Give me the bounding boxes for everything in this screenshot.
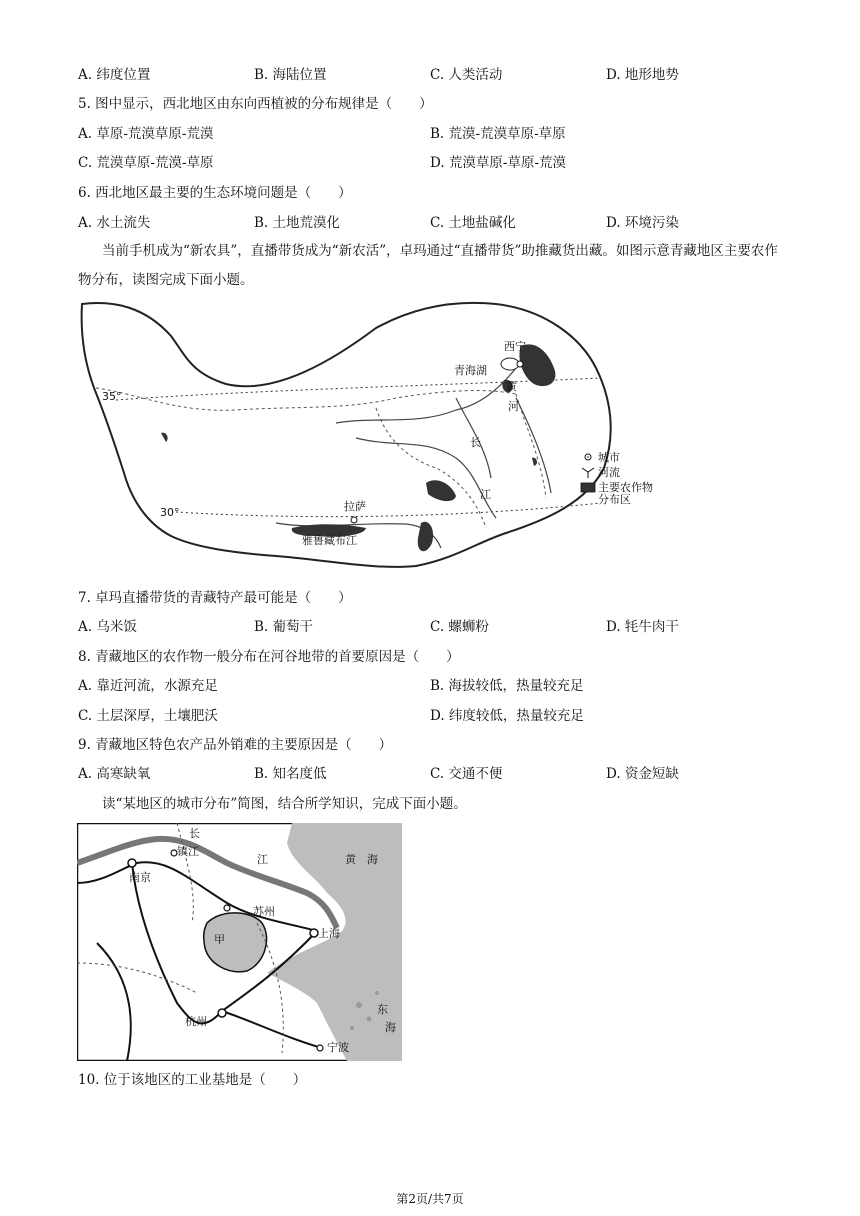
label-huanghai: 黄 海 xyxy=(345,853,378,866)
q9-option-a: A. 高寒缺氧 xyxy=(78,766,151,782)
q4-option-a: A. 纬度位置 xyxy=(78,67,151,83)
intro-paragraph-cities: 读“某地区的城市分布”简图，结合所学知识，完成下面小题。 xyxy=(102,796,467,812)
label-xining: 西宁 xyxy=(504,340,526,353)
label-dong: 东 xyxy=(377,1003,388,1016)
label-he: 河 xyxy=(508,400,519,413)
q4-option-c: C. 人类活动 xyxy=(430,67,503,83)
q5-option-d: D. 荒漠草原-草原-荒漠 xyxy=(430,155,567,171)
q8-option-b: B. 海拔较低，热量较充足 xyxy=(430,678,584,694)
q5-option-c: C. 荒漠草原-荒漠-草原 xyxy=(78,155,214,171)
q5-stem: 5. 图中显示，西北地区由东向西植被的分布规律是（ ） xyxy=(78,96,433,112)
q7-option-c: C. 螺蛳粉 xyxy=(430,619,489,635)
label-lat-35: 35° xyxy=(102,390,122,403)
label-lat-30: 30° xyxy=(160,506,180,519)
legend-crop-label-2: 分布区 xyxy=(598,493,631,506)
legend-city-label: 城市 xyxy=(598,451,620,464)
q7-option-d: D. 牦牛肉干 xyxy=(606,619,679,635)
page-number: 第2页/共7页 xyxy=(396,1192,464,1206)
label-lhasa: 拉萨 xyxy=(344,500,366,513)
label-yarlung: 雅鲁藏布江 xyxy=(302,534,357,547)
label-chang: 长 xyxy=(470,436,481,449)
label-qinghai-lake: 青海湖 xyxy=(454,364,487,377)
q6-option-a: A. 水土流失 xyxy=(78,215,151,231)
q7-stem: 7. 卓玛直播带货的青藏特产最可能是（ ） xyxy=(78,590,352,606)
q8-option-d: D. 纬度较低，热量较充足 xyxy=(430,708,584,724)
q6-option-c: C. 土地盐碱化 xyxy=(430,215,516,231)
label-hai: 海 xyxy=(385,1021,396,1034)
city-distribution-map xyxy=(77,823,402,1061)
label-nanjing: 南京 xyxy=(129,871,151,884)
q6-stem: 6. 西北地区最主要的生态环境问题是（ ） xyxy=(78,185,352,201)
label-jiang: 江 xyxy=(480,488,491,501)
label-huang: 黄 xyxy=(506,380,517,393)
q7-option-a: A. 乌米饭 xyxy=(78,619,137,635)
q9-option-b: B. 知名度低 xyxy=(254,766,327,782)
label-suzhou: 苏州 xyxy=(253,905,275,918)
legend-crop-label-1: 主要农作物 xyxy=(598,481,653,494)
intro-paragraph-tibet: 当前手机成为“新农具”，直播带货成为“新农活”，卓玛通过“直播带货”助推藏货出藏。如图示意青藏地区主要农作物分布，读图完成下面小题。 xyxy=(78,243,778,288)
q8-option-c: C. 土层深厚，土壤肥沃 xyxy=(78,708,218,724)
label-jia: 甲 xyxy=(214,933,225,946)
q4-option-b: B. 海陆位置 xyxy=(254,67,327,83)
q9-option-d: D. 资金短缺 xyxy=(606,766,679,782)
q6-option-b: B. 土地荒漠化 xyxy=(254,215,341,231)
q8-option-a: A. 靠近河流，水源充足 xyxy=(78,678,218,694)
q6-option-d: D. 环境污染 xyxy=(606,215,679,231)
q5-option-b: B. 荒漠-荒漠草原-草原 xyxy=(430,126,566,142)
label-chang-2: 长 xyxy=(189,827,200,840)
q7-option-b: B. 葡萄干 xyxy=(254,619,314,635)
q10-stem: 10. 位于该地区的工业基地是（ ） xyxy=(78,1072,307,1088)
qinghai-tibet-crop-map xyxy=(76,298,672,580)
q9-option-c: C. 交通不便 xyxy=(430,766,503,782)
label-ningbo: 宁波 xyxy=(327,1041,349,1054)
q5-option-a: A. 草原-荒漠草原-荒漠 xyxy=(78,126,214,142)
label-jiang-2: 江 xyxy=(257,853,268,866)
q4-option-d: D. 地形地势 xyxy=(606,67,679,83)
q9-stem: 9. 青藏地区特色农产品外销难的主要原因是（ ） xyxy=(78,737,393,753)
label-shanghai: 上海 xyxy=(318,927,340,940)
q8-stem: 8. 青藏地区的农作物一般分布在河谷地带的首要原因是（ ） xyxy=(78,649,460,665)
label-zhenjiang: 镇江 xyxy=(177,845,199,858)
label-hangzhou: 杭州 xyxy=(185,1015,207,1028)
legend-river-label: 河流 xyxy=(598,466,620,479)
